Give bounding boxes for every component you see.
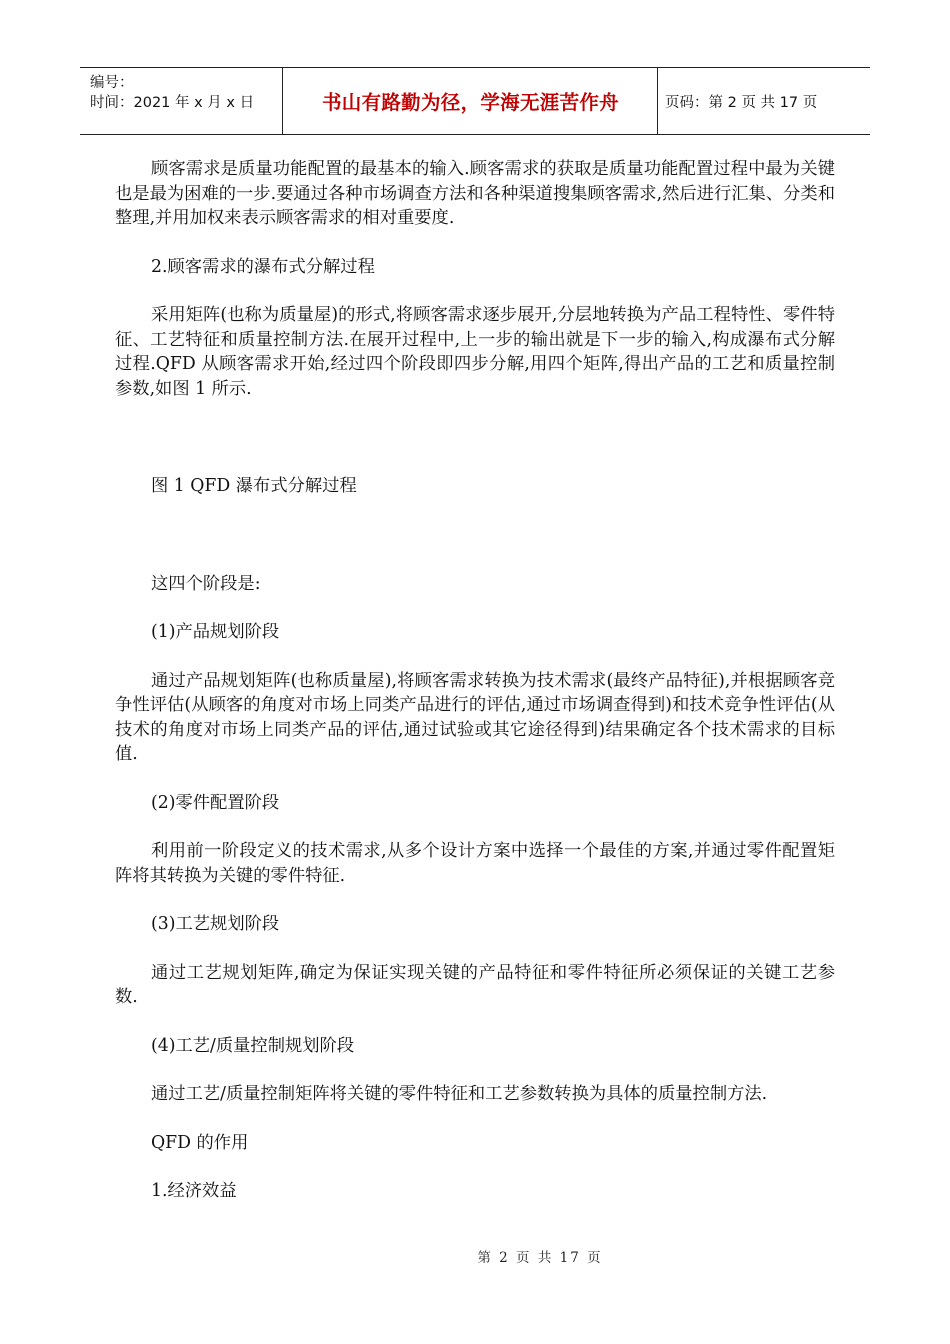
- section-heading: (3)工艺规划阶段: [151, 914, 280, 934]
- section-heading: (1)产品规划阶段: [151, 622, 280, 642]
- paragraph: 通过产品规划矩阵(也称质量屋),将顾客需求转换为技术需求(最终产品特征),并根据顾客竞争性评估(从顾客的角度对市场上同类产品进行的评估,通过市场调查得到)和技术竞争性评估(从技术的角度对市场上同类产品的评估,通过试验或其它途径得到)结果确定各个技术需求的目标值.: [115, 670, 835, 764]
- section-heading: (2)零件配置阶段: [151, 792, 280, 813]
- document-body: [115, 157, 835, 1204]
- header-motto: 书山有路勤为径，学海无涯苦作舟: [321, 91, 619, 114]
- paragraph: 顾客需求是质量功能配置的最基本的输入.顾客需求的获取是质量功能配置过程中最为关键也是最为困难的一步.要通过各种市场调查方法和各种渠道搜集顾客需求,然后进行汇集、分类和整理,并用加权来表示顾客需求的相对重要度.: [115, 159, 835, 228]
- page-header: [80, 67, 870, 135]
- paragraph: 利用前一阶段定义的技术需求,从多个设计方案中选择一个最佳的方案,并通过零件配置矩阵将其转换为关键的零件特征.: [115, 841, 835, 886]
- section-heading: 1.经济效益: [151, 1181, 237, 1201]
- paragraph: 通过工艺规划矩阵,确定为保证实现关键的产品特征和零件特征所必须保证的关键工艺参数.: [115, 962, 835, 1007]
- document-date: 时间：2021 年 x 月 x 日: [90, 95, 255, 111]
- figure-caption: 图 1 QFD 瀑布式分解过程: [151, 476, 357, 496]
- paragraph: 采用矩阵(也称为质量屋)的形式,将顾客需求逐步展开,分层地转换为产品工程特性、零件特征、工艺特征和质量控制方法.在展开过程中,上一步的输出就是下一步的输入,构成瀑布式分解过程.QFD 从顾客需求开始,经过四个阶段即四步分解,用四个矩阵,得出产品的工艺和质量控制参数,如图 1 所示.: [115, 305, 835, 399]
- paragraph: 这四个阶段是:: [151, 573, 261, 594]
- header-page-info: 页码：第 2 页 共 17 页: [665, 94, 818, 111]
- page-footer: 第 2 页 共 17 页: [477, 1250, 603, 1266]
- header-meta: [90, 73, 254, 113]
- section-heading: (4)工艺/质量控制规划阶段: [151, 1035, 355, 1056]
- section-heading: 2.顾客需求的瀑布式分解过程: [151, 256, 375, 277]
- paragraph: 通过工艺/质量控制矩阵将关键的零件特征和工艺参数转换为具体的质量控制方法.: [151, 1084, 768, 1104]
- section-heading: QFD 的作用: [151, 1132, 249, 1153]
- document-number-label: 编号：: [90, 75, 134, 91]
